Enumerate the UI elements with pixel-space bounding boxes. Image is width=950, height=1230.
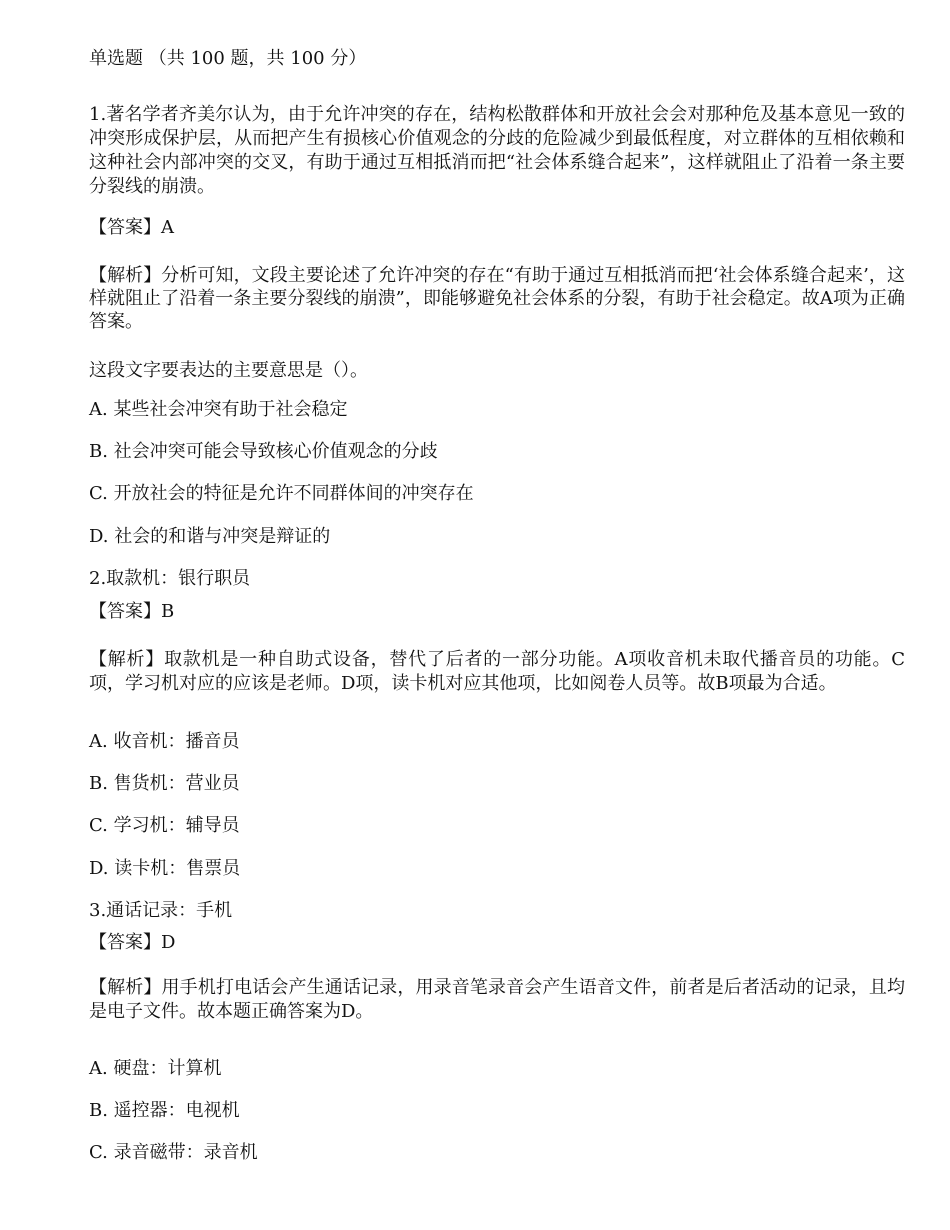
option-b: B. 社会冲突可能会导致核心价值观念的分歧 xyxy=(89,441,438,462)
question-stem: 2.取款机：银行职员 xyxy=(89,568,251,589)
question-stem: 3.通话记录：手机 xyxy=(89,900,233,921)
section-header: 单选题 （共 100 题，共 100 分） xyxy=(89,48,367,69)
question-stem: 1.著名学者齐美尔认为，由于允许冲突的存在，结构松散群体和开放社会会对那种危及基本意见一致的冲突形成保护层，从而把产生有损核心价值观念的分歧的危险减少到最低程度，对立群体的互相依赖和这种社会内部冲突的交叉，有助于通过互相抵消而把“社会体系缝合起来”，这样就阻止了沿着一条主要分裂线的崩溃。 xyxy=(89,104,905,197)
question-prompt: 这段文字要表达的主要意思是（）。 xyxy=(89,360,368,381)
answer-line: 【答案】D xyxy=(89,932,176,953)
option-c: C. 学习机：辅导员 xyxy=(89,815,240,836)
analysis-paragraph: 【解析】分析可知，文段主要论述了允许冲突的存在“有助于通过互相抵消而把‘社会体系缝合起来’，这样就阻止了沿着一条主要分裂线的崩溃”，即能够避免社会体系的分裂，有助于社会稳定。故A项为正确答案。 xyxy=(89,265,905,332)
option-a: A. 硬盘：计算机 xyxy=(89,1058,222,1079)
option-a: A. 收音机：播音员 xyxy=(89,731,240,752)
option-a: A. 某些社会冲突有助于社会稳定 xyxy=(89,399,348,420)
option-b: B. 遥控器：电视机 xyxy=(89,1100,240,1121)
option-b: B. 售货机：营业员 xyxy=(89,773,240,794)
answer-line: 【答案】A xyxy=(89,217,174,238)
option-d: D. 读卡机：售票员 xyxy=(89,858,241,879)
analysis-paragraph: 【解析】取款机是一种自助式设备，替代了后者的一部分功能。A项收音机未取代播音员的功能。C项，学习机对应的应该是老师。D项，读卡机对应其他项，比如阅卷人员等。故B项最为合适。 xyxy=(89,649,905,694)
option-c: C. 录音磁带：录音机 xyxy=(89,1142,258,1163)
option-c: C. 开放社会的特征是允许不同群体间的冲突存在 xyxy=(89,483,474,504)
option-d: D. 社会的和谐与冲突是辩证的 xyxy=(89,526,331,547)
analysis-paragraph: 【解析】用手机打电话会产生通话记录，用录音笔录音会产生语音文件，前者是后者活动的记录，且均是电子文件。故本题正确答案为D。 xyxy=(89,977,905,1022)
answer-line: 【答案】B xyxy=(89,601,175,622)
